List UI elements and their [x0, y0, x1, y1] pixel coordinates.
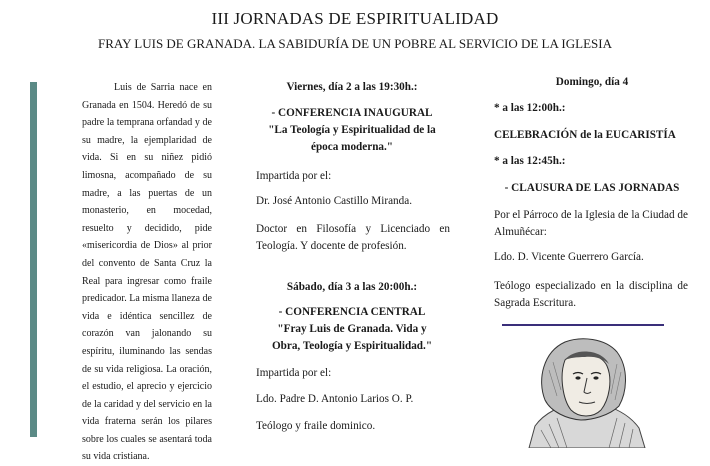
friday-speaker-credentials: Doctor en Filosofía y Licenciado en Teología. Y docente de profesión. [256, 223, 450, 252]
section-divider [502, 324, 664, 326]
sunday-by-label: Por el Párroco de la Iglesia de la Ciudad de Almuñécar: [494, 209, 688, 238]
biography-paragraph: Luis de Sarria nace en Granada en 1504. Heredó de su padre la temprana orfandad y de su madre, la ejemplaridad de vida. Si en su niñez pidió limosna, acompañado de su madre, a las puertas de un monasterio, en mocedad, resuelto y decidido, pide «misericordia de Dios» al prior del convento de Santa Cruz la Real para ingresar como fraile predicador. La misma llaneza de vida e idéntica sencillez de corazón van jalonando su espíritu, iluminando las sendas de su vida religiosa. La oración, el estudio, el aprecio y ejercicio de la caridad y del servicio en la vida fraterna serán los pilares sobre los cuales se asentará toda su vida cristiana. [82, 82, 212, 463]
sunday-speaker: Ldo. D. Vicente Guerrero García. [494, 251, 644, 263]
sunday-event-eucharist: CELEBRACIÓN de la EUCARISTÍA [494, 129, 676, 141]
fray-luis-portrait [521, 330, 651, 448]
saturday-heading: Sábado, día 3 a las 20:00h.: [286, 281, 418, 293]
friday-talk-title-line1: "La Teología y Espiritualidad de la [268, 124, 436, 136]
saturday-speaker: Ldo. Padre D. Antonio Larios O. P. [256, 393, 414, 405]
saturday-speaker-credentials: Teólogo y fraile dominico. [256, 420, 376, 432]
saturday-by-label: Impartida por el: [256, 367, 332, 379]
sunday-speaker-credentials: Teólogo especializado en la disciplina de Sagrada Escritura. [494, 280, 688, 309]
friday-by-label: Impartida por el: [256, 170, 332, 182]
friday-heading: Viernes, día 2 a las 19:30h.: [286, 81, 418, 93]
sunday-heading: Domingo, día 4 [555, 76, 629, 88]
friday-event: - CONFERENCIA INAUGURAL [271, 107, 433, 119]
saturday-talk-title-line1: "Fray Luis de Granada. Vida y [277, 323, 427, 335]
document-subtitle: FRAY LUIS DE GRANADA. LA SABIDURÍA DE UN POBRE AL SERVICIO DE LA IGLESIA [98, 36, 612, 51]
sunday-time-eucharist: * a las 12:00h.: [494, 102, 566, 114]
decorative-sidebar-bar [30, 82, 37, 437]
saturday-talk-title-line2: Obra, Teología y Espiritualidad." [271, 340, 433, 352]
saturday-event: - CONFERENCIA CENTRAL [278, 306, 426, 318]
document-title: III JORNADAS DE ESPIRITUALIDAD [211, 9, 499, 28]
friday-speaker: Dr. José Antonio Castillo Miranda. [256, 195, 412, 207]
friday-talk-title-line2: época moderna." [310, 141, 394, 153]
sunday-time-closing: * a las 12:45h.: [494, 155, 566, 167]
sunday-event-closing: - CLAUSURA DE LAS JORNADAS [504, 182, 680, 194]
